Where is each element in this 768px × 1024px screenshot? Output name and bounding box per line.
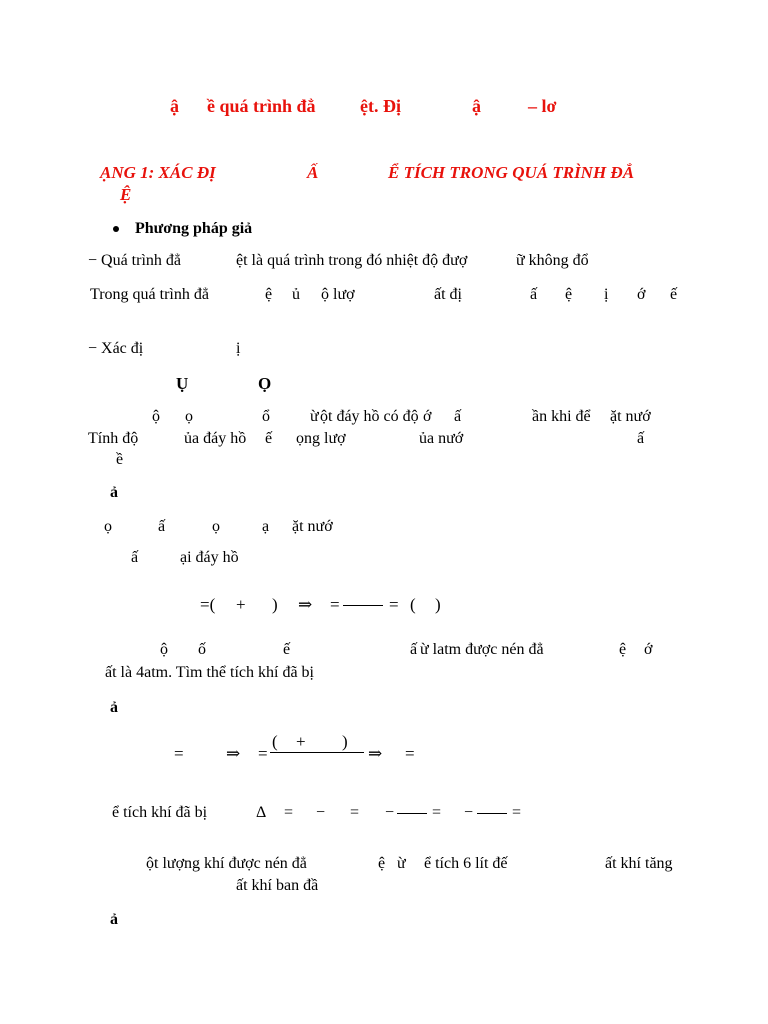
solution-label: ả <box>110 911 118 928</box>
equation-fragment: + <box>236 595 246 614</box>
text-fragment: ố <box>198 641 206 658</box>
text-fragment: ữ không đổ <box>516 252 589 269</box>
text-fragment: ế <box>265 430 273 447</box>
text-fragment: ị <box>236 340 241 357</box>
equation-fragment: = <box>174 744 184 763</box>
section-heading: Ể TÍCH TRONG QUÁ TRÌNH ĐẲ <box>388 163 635 182</box>
fraction-bar <box>397 813 427 814</box>
text-fragment: ột đáy hồ có độ <box>320 408 419 425</box>
text-fragment: ừ <box>397 855 406 872</box>
title-fragment: ệt. Đị <box>360 96 401 116</box>
title-fragment: ậ <box>472 96 481 116</box>
fraction-bar <box>343 605 383 606</box>
text-fragment: ệ <box>265 286 273 303</box>
section-heading: Ệ <box>120 185 132 204</box>
text-fragment: ại đáy hồ <box>180 549 239 566</box>
text-fragment: − Xác đị <box>88 340 144 357</box>
equation-fragment: + <box>296 732 306 751</box>
text-fragment: ấ <box>530 286 538 303</box>
text-fragment: ể tích 6 lít đế <box>424 855 508 872</box>
equation-fragment: − <box>385 804 395 821</box>
text-fragment: ấ <box>158 518 166 535</box>
fraction-bar <box>477 813 507 814</box>
text-fragment: ấ <box>410 641 418 658</box>
equation-fragment: ( <box>272 732 278 751</box>
equation-fragment: − <box>464 804 474 821</box>
text-fragment: − Quá trình đẳ <box>88 252 181 269</box>
text-fragment: ừ latm được nén đẳ <box>420 641 544 658</box>
text-fragment: Trong quá trình đẳ <box>90 286 209 303</box>
text-fragment: ọng lượ <box>296 430 346 447</box>
text-fragment: ần khi để <box>532 408 591 425</box>
fraction-bar <box>270 752 364 753</box>
title-fragment: ậ <box>170 96 179 116</box>
equation-fragment: = <box>330 595 340 614</box>
title-fragment: – lơ <box>528 96 557 116</box>
equation-fragment: = <box>350 804 360 821</box>
example-heading: Ụ <box>176 374 189 393</box>
text-fragment: ớ <box>423 408 432 425</box>
equation-fragment: ⇒ <box>226 744 241 763</box>
text-fragment: ất đị <box>434 286 462 303</box>
text-fragment: ệt là quá trình trong đó nhiệt độ đượ <box>236 252 468 269</box>
solution-label: ả <box>110 699 118 716</box>
equation-fragment: = <box>432 804 442 821</box>
text-fragment: ất khí tăng <box>605 855 673 872</box>
text-fragment: ệ <box>619 641 627 658</box>
equation-fragment: ( <box>410 595 416 614</box>
equation-fragment: ) <box>272 595 278 614</box>
text-fragment: ừ <box>310 408 319 425</box>
equation-fragment: ) <box>342 732 348 751</box>
text-fragment: ế <box>283 641 291 658</box>
text-fragment: ề <box>116 451 124 468</box>
equation-fragment: = <box>258 744 268 763</box>
text-fragment: ế <box>670 286 678 303</box>
text-fragment: ặt nướ <box>292 518 333 535</box>
text-fragment: ấ <box>454 408 462 425</box>
text-fragment: ọ <box>185 408 193 425</box>
text-fragment: ặt nướ <box>610 408 651 425</box>
equation-fragment: = <box>389 595 399 614</box>
text-fragment: ủa nướ <box>419 430 464 447</box>
text-fragment: ủa đáy hồ <box>184 430 247 447</box>
text-fragment: ấ <box>637 430 645 447</box>
text-fragment: ộ <box>160 641 168 658</box>
text-fragment: ộ lượ <box>321 286 355 303</box>
section-heading: ẠNG 1: XÁC ĐỊ <box>100 163 216 182</box>
equation-fragment: ⇒ <box>298 595 313 614</box>
text-fragment: ủ <box>292 286 300 303</box>
equation-fragment: = <box>284 804 294 821</box>
text-fragment: ất là 4atm. Tìm thể tích khí đã bị <box>105 664 314 681</box>
title-fragment: ề quá trình đẳ <box>207 96 316 116</box>
equation-fragment: = <box>405 744 415 763</box>
text-fragment: ị <box>604 286 609 303</box>
equation-fragment: = <box>512 804 522 821</box>
example-heading: Ọ <box>258 374 272 393</box>
solution-label: ả <box>110 484 118 501</box>
text-fragment: ất khí ban đầ <box>236 877 319 894</box>
equation-fragment: ) <box>435 595 441 614</box>
equation-fragment: =( <box>200 595 216 614</box>
text-fragment: ớ <box>637 286 646 303</box>
text-fragment: ệ <box>378 855 386 872</box>
text-fragment: ệ <box>565 286 573 303</box>
equation-fragment: Δ <box>256 804 267 821</box>
text-fragment: ấ <box>131 549 139 566</box>
text-fragment: ộ <box>152 408 160 425</box>
section-heading: Ấ <box>307 163 319 182</box>
text-fragment: ọ <box>104 518 112 535</box>
equation-fragment: − <box>316 804 326 821</box>
text-fragment: Tính độ <box>88 430 139 447</box>
text-fragment: ớ <box>644 641 653 658</box>
text-fragment: ọ <box>212 518 220 535</box>
equation-fragment: ⇒ <box>368 744 383 763</box>
bullet-icon <box>113 226 119 232</box>
text-fragment: ạ <box>262 518 270 535</box>
method-label: Phương pháp giả <box>135 220 253 237</box>
text-fragment: ể tích khí đã bị <box>112 804 208 821</box>
text-fragment: ột lượng khí được nén đẳ <box>146 855 307 872</box>
text-fragment: ổ <box>262 408 270 425</box>
